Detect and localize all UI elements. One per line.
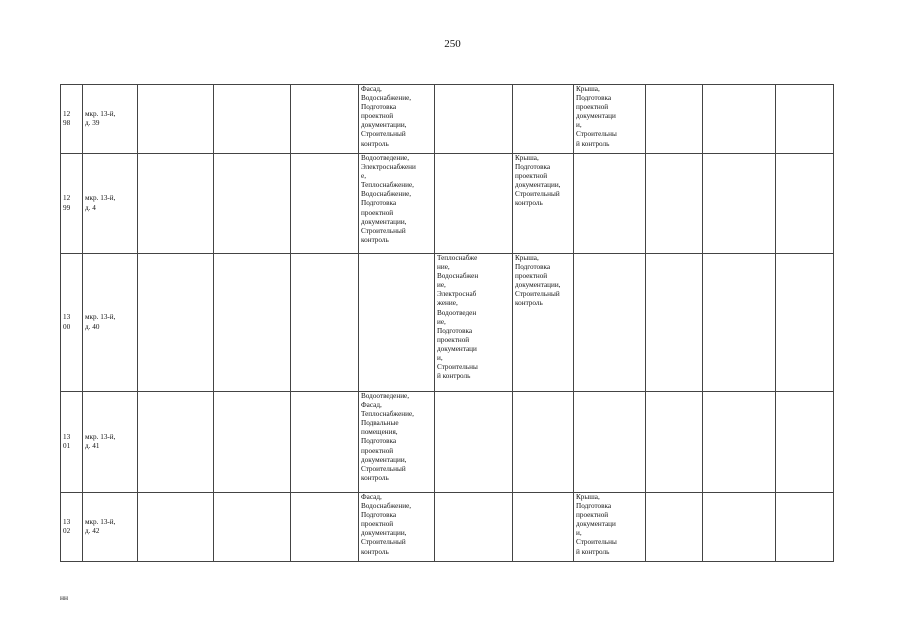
address-cell-text: мкр. 13-й, д. 41 (85, 432, 116, 450)
empty-cell (646, 85, 703, 154)
empty-cell (776, 392, 834, 493)
works-cell (513, 254, 574, 392)
works-cell-text: Крыша, Подготовка проектной документации, Строительный контроль (515, 254, 561, 308)
empty-cell (214, 493, 291, 562)
works-cell (435, 254, 513, 392)
works-cell (359, 85, 435, 154)
table-row (61, 392, 834, 493)
address-cell (83, 154, 138, 254)
table-row (61, 154, 834, 254)
table-row (61, 254, 834, 392)
table-row (61, 493, 834, 562)
row-number-cell-text: 13 01 (63, 432, 71, 450)
works-cell-text: Крыша, Подготовка проектной документации, Строительный контроль (515, 154, 561, 208)
empty-cell (646, 392, 703, 493)
table-row (61, 85, 834, 154)
works-cell (359, 154, 435, 254)
empty-cell (214, 392, 291, 493)
works-cell (574, 493, 646, 562)
page-number: 250 (444, 38, 461, 50)
empty-cell (646, 493, 703, 562)
empty-cell (138, 493, 214, 562)
empty-cell (291, 254, 359, 392)
works-cell-text: Фасад, Водоснабжение, Подготовка проектной документации, Строительный контроль (361, 85, 412, 148)
works-cell (513, 392, 574, 493)
footer-note: нн (60, 593, 69, 602)
address-cell-text: мкр. 13-й, д. 40 (85, 313, 116, 331)
empty-cell (138, 154, 214, 254)
row-number-cell (61, 493, 83, 562)
empty-cell (291, 154, 359, 254)
empty-cell (646, 254, 703, 392)
empty-cell (776, 254, 834, 392)
works-cell-text: Крыша, Подготовка проектной документаци и, Строительны й контроль (576, 85, 617, 148)
works-cell-text: Водоотведение, Электроснабжени е, Теплоснабжение, Водоснабжение, Подготовка проектной документации, Строительный контроль (361, 154, 416, 244)
works-cell (435, 85, 513, 154)
row-number-cell (61, 154, 83, 254)
works-cell (359, 254, 435, 392)
works-cell (435, 493, 513, 562)
empty-cell (138, 85, 214, 154)
empty-cell (776, 154, 834, 254)
address-cell (83, 254, 138, 392)
works-cell (574, 254, 646, 392)
works-cell-text: Фасад, Водоснабжение, Подготовка проектной документации, Строительный контроль (361, 493, 412, 556)
row-number-cell-text: 12 99 (63, 194, 71, 212)
works-cell (513, 85, 574, 154)
empty-cell (703, 85, 776, 154)
works-cell-text: Крыша, Подготовка проектной документаци и, Строительны й контроль (576, 493, 617, 556)
empty-cell (646, 154, 703, 254)
works-cell-text: Водоотведение, Фасад, Теплоснабжение, Подвальные помещения, Подготовка проектной документации, Строительный контроль (361, 392, 414, 482)
row-number-cell (61, 85, 83, 154)
works-cell (574, 154, 646, 254)
empty-cell (703, 392, 776, 493)
address-cell (83, 392, 138, 493)
empty-cell (214, 254, 291, 392)
empty-cell (703, 154, 776, 254)
address-cell-text: мкр. 13-й, д. 4 (85, 194, 116, 212)
empty-cell (138, 392, 214, 493)
row-number-cell-text: 12 98 (63, 109, 71, 127)
works-cell (574, 85, 646, 154)
works-cell-text: Теплоснабже ние, Водоснабжен ие, Электроснаб жение, Водоотведен ие, Подготовка проектной документаци и, Строительны й контроль (437, 254, 479, 381)
address-cell (83, 85, 138, 154)
works-cell (513, 493, 574, 562)
schedule-table (60, 84, 834, 562)
row-number-cell (61, 254, 83, 392)
address-cell (83, 493, 138, 562)
empty-cell (703, 254, 776, 392)
address-cell-text: мкр. 13-й, д. 39 (85, 109, 116, 127)
empty-cell (138, 254, 214, 392)
empty-cell (214, 85, 291, 154)
empty-cell (703, 493, 776, 562)
works-cell (574, 392, 646, 493)
row-number-cell-text: 13 02 (63, 517, 71, 535)
row-number-cell-text: 13 00 (63, 313, 71, 331)
empty-cell (291, 85, 359, 154)
works-cell (435, 392, 513, 493)
works-cell (359, 392, 435, 493)
works-cell (435, 154, 513, 254)
empty-cell (291, 392, 359, 493)
empty-cell (291, 493, 359, 562)
works-cell (359, 493, 435, 562)
empty-cell (776, 493, 834, 562)
address-cell-text: мкр. 13-й, д. 42 (85, 517, 116, 535)
works-cell (513, 154, 574, 254)
empty-cell (776, 85, 834, 154)
row-number-cell (61, 392, 83, 493)
empty-cell (214, 154, 291, 254)
